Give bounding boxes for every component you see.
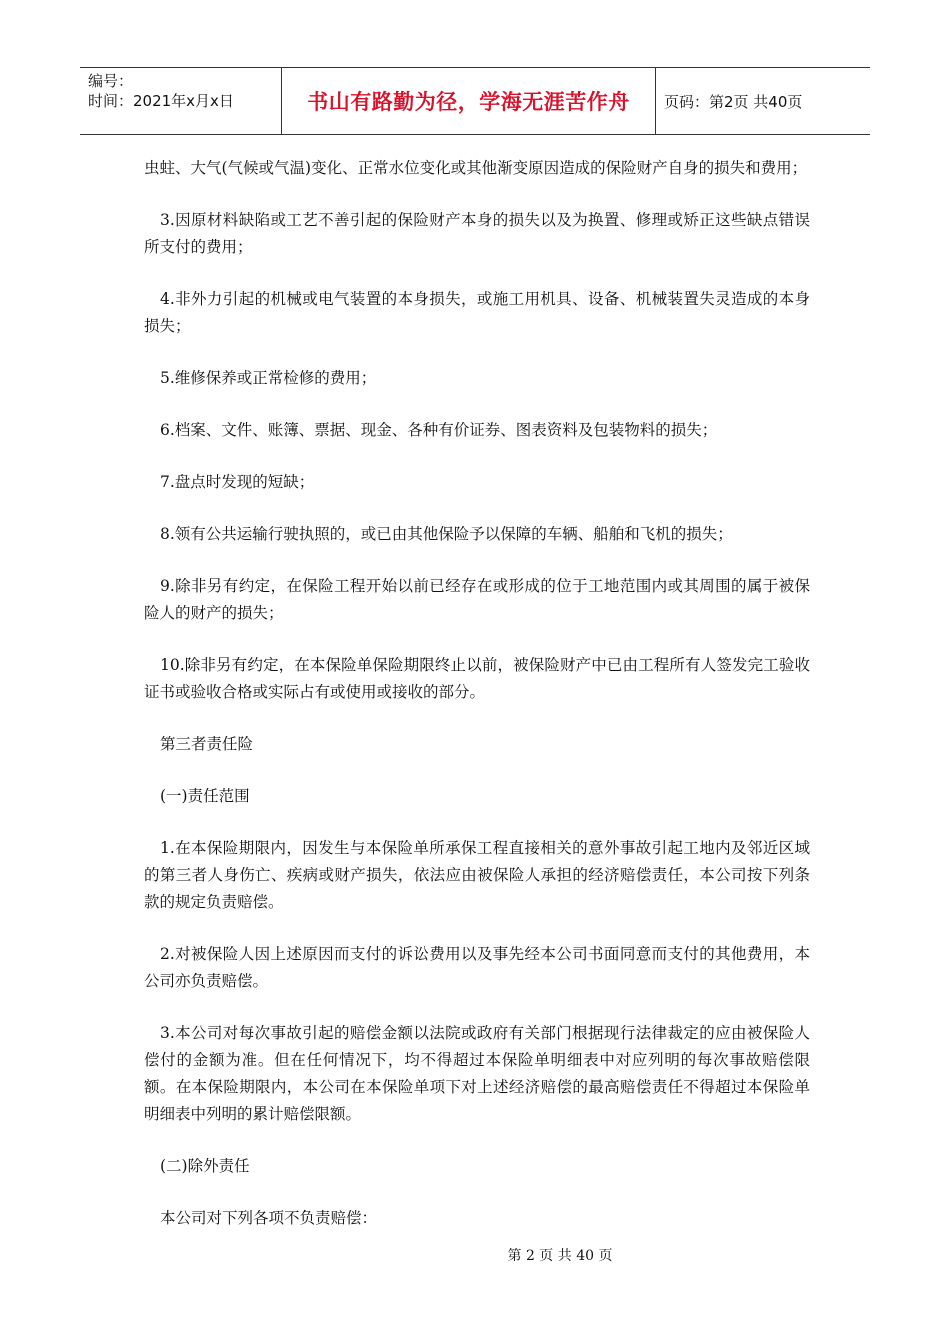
- paragraph: 2.对被保险人因上述原因而支付的诉讼费用以及事先经本公司书面同意而支付的其他费用，本公司亦负责赔偿。: [144, 945, 810, 990]
- paragraph: 1.在本保险期限内，因发生与本保险单所承保工程直接相关的意外事故引起工地内及邻近区域的第三者人身伤亡、疾病或财产损失，依法应由被保险人承担的经济赔偿责任，本公司按下列条款的规定负责赔偿。: [144, 839, 810, 911]
- paragraph: 3.本公司对每次事故引起的赔偿金额以法院或政府有关部门根据现行法律裁定的应由被保险人偿付的金额为准。但在任何情况下，均不得超过本保险单明细表中对应列明的每次事故赔偿限额。在本保险期限内，本公司在本保险单项下对上述经济赔偿的最高赔偿责任不得超过本保险单明细表中列明的累计赔偿限额。: [144, 1024, 810, 1123]
- header-meta: [80, 68, 282, 134]
- document-number-label: 编号：: [88, 72, 134, 90]
- document-date: 时间：2021年x月x日: [88, 92, 234, 110]
- header-page-info: 页码：第2页 共40页: [664, 92, 803, 111]
- paragraph: 5.维修保养或正常检修的费用；: [160, 369, 377, 387]
- paragraph: 8.领有公共运输行驶执照的，或已由其他保险予以保障的车辆、船舶和飞机的损失；: [160, 525, 733, 543]
- page-footer: 第 2 页 共 40 页: [507, 1248, 613, 1264]
- paragraph: 4.非外力引起的机械或电气装置的本身损失，或施工用机具、设备、机械装置失灵造成的本身损失；: [144, 290, 810, 335]
- paragraph: 9.除非另有约定，在保险工程开始以前已经存在或形成的位于工地范围内或其周围的属于被保险人的财产的损失；: [144, 577, 810, 622]
- paragraph: 7.盘点时发现的短缺；: [160, 473, 315, 491]
- section-heading: 第三者责任险: [160, 735, 254, 753]
- document-body: [144, 155, 810, 1257]
- header-motto: 书山有路勤为径，学海无涯苦作舟: [282, 68, 656, 134]
- paragraph: 本公司对下列各项不负责赔偿：: [160, 1209, 378, 1227]
- subsection-heading: (二)除外责任: [160, 1157, 250, 1175]
- paragraph: 虫蛀、大气(气候或气温)变化、正常水位变化或其他渐变原因造成的保险财产自身的损失和费用；: [144, 159, 808, 177]
- paragraph: 6.档案、文件、账簿、票据、现金、各种有价证券、图表资料及包装物料的损失；: [160, 421, 718, 439]
- subsection-heading: (一)责任范围: [160, 787, 250, 805]
- page-header: [80, 67, 870, 135]
- paragraph: 10.除非另有约定，在本保险单保险期限终止以前，被保险财产中已由工程所有人签发完工验收证书或验收合格或实际占有或使用或接收的部分。: [144, 656, 810, 701]
- paragraph: 3.因原材料缺陷或工艺不善引起的保险财产本身的损失以及为换置、修理或矫正这些缺点错误所支付的费用；: [144, 211, 810, 256]
